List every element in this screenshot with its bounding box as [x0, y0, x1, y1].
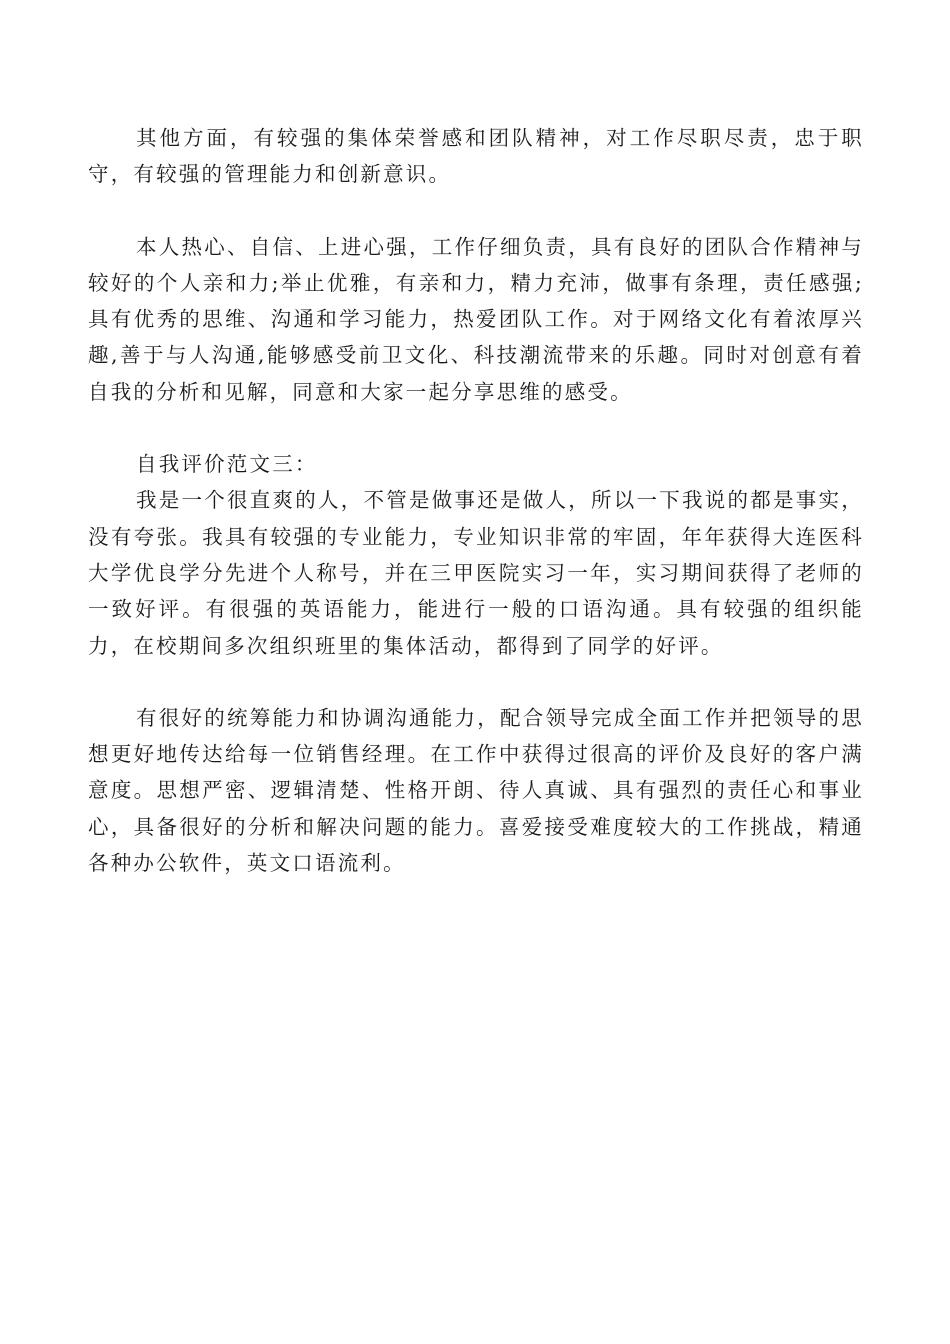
section-heading: 自我评价范文三：: [136, 452, 318, 477]
paragraph-coordination-ability: 有很好的统筹能力和协调沟通能力，配合领导完成全面工作并把领导的思想更好地传达给每一位销售经理。在工作中获得过很高的评价及良好的客户满意度。思想严密、逻辑清楚、性格开朗、待人真诚、具有强烈的责任心和事业心，具备很好的分析和解决问题的能力。喜爱接受难度较大的工作挑战，精通各种办公软件，英文口语流利。: [88, 705, 864, 876]
paragraph-professional-ability: 我是一个很直爽的人，不管是做事还是做人，所以一下我说的都是事实，没有夸张。我具有较强的专业能力，专业知识非常的牢固，年年获得大连医科大学优良学分先进个人称号，并在三甲医院实习一年，实习期间获得了老师的一致好评。有很强的英语能力，能进行一般的口语沟通。具有较强的组织能力，在校期间多次组织班里的集体活动，都得到了同学的好评。: [88, 488, 864, 658]
document-body: [88, 120, 864, 881]
paragraph-personality: 本人热心、自信、上进心强，工作仔细负责，具有良好的团队合作精神与较好的个人亲和力;举止优雅，有亲和力，精力充沛，做事有条理，责任感强;具有优秀的思维、沟通和学习能力，热爱团队工作。对于网络文化有着浓厚兴趣,善于与人沟通,能够感受前卫文化、科技潮流带来的乐趣。同时对创意有着自我的分析和见解，同意和大家一起分享思维的感受。: [88, 234, 864, 404]
paragraph-teamwork: 其他方面，有较强的集体荣誉感和团队精神，对工作尽职尽责，忠于职守，有较强的管理能力和创新意识。: [88, 126, 864, 187]
